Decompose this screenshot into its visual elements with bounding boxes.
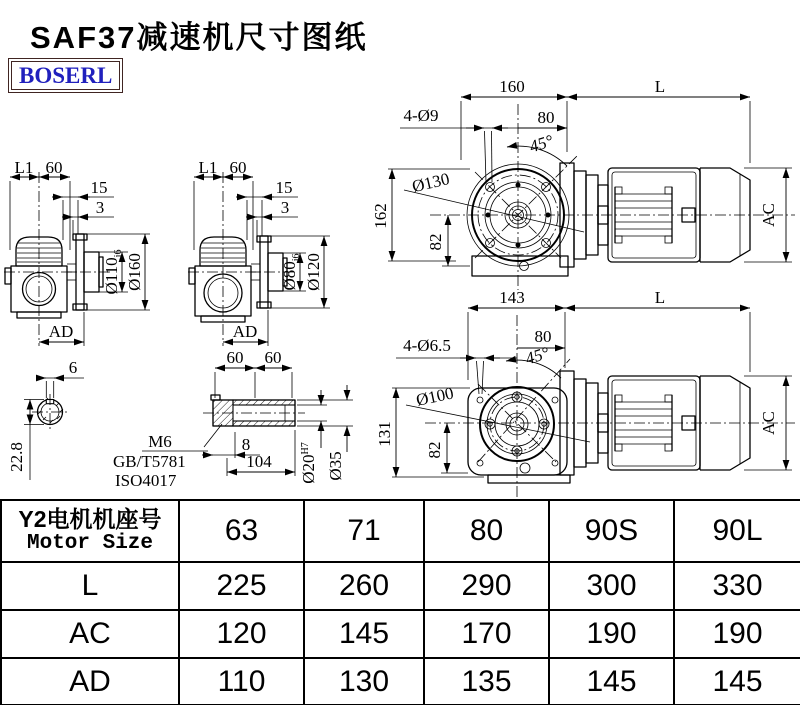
label-std-gb: GB/T5781 [113, 452, 186, 471]
label-std-iso: ISO4017 [115, 471, 177, 490]
cell-AD-90s: 145 [549, 658, 674, 705]
col-80: 80 [424, 500, 549, 562]
header-motor-size-cn: Y2电机机座号 [18, 506, 162, 532]
dim-ad: AD [48, 322, 74, 341]
dim-15: 15 [275, 178, 293, 197]
hollow-shaft-view [113, 348, 353, 490]
dimension-table [0, 499, 800, 705]
table-header-row [1, 500, 800, 562]
cell-AC-71: 145 [304, 610, 424, 658]
cell-L-80: 290 [424, 562, 549, 610]
dim-162: 162 [371, 203, 390, 229]
cell-AC-90s: 190 [549, 610, 674, 658]
dim-80: 80 [534, 327, 552, 346]
dim-160: 160 [499, 77, 525, 96]
dim-L: L [654, 288, 666, 307]
row-label-AC: AC [1, 610, 179, 658]
dim-45deg: 45° [523, 343, 552, 369]
front-view-2 [375, 288, 795, 497]
row-label-AD: AD [1, 658, 179, 705]
dim-131: 131 [375, 421, 394, 447]
cell-L-71: 260 [304, 562, 424, 610]
dim-flange-dia: Ø160 [125, 253, 144, 291]
dim-60: 60 [229, 158, 247, 177]
cell-L-90l: 330 [674, 562, 800, 610]
side-view-1 [4, 158, 150, 346]
dim-od: Ø35 [326, 451, 345, 481]
dim-3: 3 [95, 198, 105, 217]
col-90s: 90S [549, 500, 674, 562]
dim-ad: AD [232, 322, 258, 341]
dim-80: 80 [537, 108, 555, 127]
side-view-2-dimensions [194, 158, 330, 346]
cell-AC-80: 170 [424, 610, 549, 658]
dim-45deg: 45° [527, 131, 556, 157]
brand-logo: BOSERL [8, 58, 123, 93]
dim-6: 6 [68, 358, 78, 377]
front-view-1 [371, 77, 795, 290]
dim-bore-dia: $Ø20^{H7}$ [299, 442, 318, 484]
table-row-L [1, 562, 800, 610]
dim-ac: AC [759, 411, 778, 435]
cell-AC-63: 120 [179, 610, 304, 658]
dim-ac: AC [759, 203, 778, 227]
col-63: 63 [179, 500, 304, 562]
dim-60b: 60 [264, 348, 282, 367]
dim-hub-dia: $Ø80_{j6}$ [280, 253, 302, 291]
dim-82: 82 [426, 233, 445, 251]
dim-143: 143 [499, 288, 525, 307]
cell-L-90s: 300 [549, 562, 674, 610]
front-view-2-dimensions [375, 288, 792, 477]
dim-60: 60 [45, 158, 63, 177]
side-view-2 [188, 158, 330, 346]
dim-4xO9: 4-Ø9 [403, 106, 439, 125]
key-section-view [7, 358, 84, 480]
dim-22-8: 22.8 [7, 442, 26, 472]
cell-AD-90l: 145 [674, 658, 800, 705]
dim-bolt-circle: Ø130 [410, 169, 452, 197]
dim-3: 3 [280, 198, 290, 217]
dim-l1: L1 [198, 158, 218, 177]
page-title: SAF37减速机尺寸图纸 [30, 20, 368, 55]
dim-L: L [654, 77, 666, 96]
label-thread: M6 [148, 432, 172, 451]
cell-AD-63: 110 [179, 658, 304, 705]
cell-L-63: 225 [179, 562, 304, 610]
dim-l1: L1 [14, 158, 34, 177]
row-label-L: L [1, 562, 179, 610]
col-71: 71 [304, 500, 424, 562]
dim-15: 15 [90, 178, 108, 197]
table-row-AD [1, 658, 800, 705]
dim-104: 104 [246, 452, 272, 471]
header-motor-size-en: Motor Size [26, 532, 154, 555]
dim-60a: 60 [226, 348, 244, 367]
dim-flange-dia: Ø120 [304, 253, 323, 291]
cell-AD-71: 130 [304, 658, 424, 705]
dim-bolt-circle: Ø100 [414, 383, 456, 410]
table-row-AC [1, 610, 800, 658]
header-motor-size [1, 500, 179, 562]
cell-AC-90l: 190 [674, 610, 800, 658]
dim-4xO6-5: 4-Ø6.5 [403, 336, 451, 355]
col-90l: 90L [674, 500, 800, 562]
dim-8: 8 [241, 435, 251, 454]
cell-AD-80: 135 [424, 658, 549, 705]
dim-hub-dia: $Ø110_{j6}$ [102, 249, 124, 295]
dim-82: 82 [425, 441, 444, 459]
